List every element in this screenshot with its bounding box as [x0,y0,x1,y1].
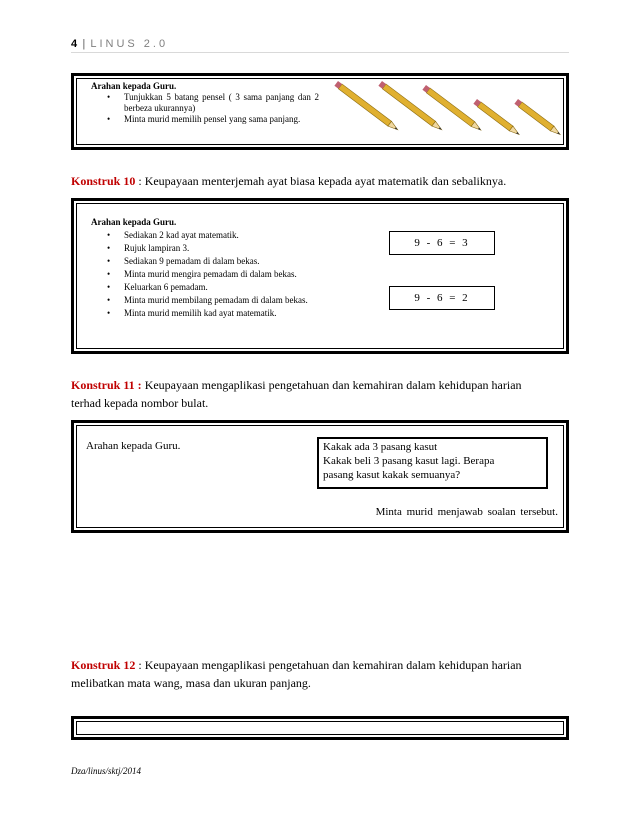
footer-code: Dza/linus/sktj/2014 [71,766,142,776]
header-rule [71,52,569,53]
konstruk-12-heading [71,656,551,692]
pencil-icon [514,99,562,137]
box1-item: • Tunjukkan 5 batang pensel ( 3 sama panjang dan 2 berbeza ukurannya) [91,92,319,114]
box1-item: • Minta murid memilih pensel yang sama panjang. [91,114,319,125]
konstruk-11-heading [71,376,551,412]
box2-item: • Rujuk lampiran 3. [91,243,321,254]
box2-item: • Keluarkan 6 pemadam. [91,282,321,293]
box2-content [91,217,321,319]
box2-item: • Minta murid memilih kad ayat matematik. [91,308,321,319]
box2-item: • Minta murid membilang pemadam di dalam bekas. [91,295,321,306]
header-title: LINUS 2.0 [90,38,169,50]
box3-heading: Arahan kepada Guru. [86,440,181,452]
konstruk-10-text: : Keupayaan menterjemah ayat biasa kepada ayat matematik dan sebaliknya. [138,174,507,188]
konstruk-11-label: Konstruk 11 : [71,378,142,392]
pencils-illustration [334,80,566,146]
equation-card-1: 9 - 6 = 3 [389,231,495,255]
konstruk-10-label: Konstruk 10 [71,174,136,188]
konstruk-11-text: Keupayaan mengaplikasi pengetahuan dan kemahiran dalam kehidupan harian terhad kepada nombor bulat. [71,378,522,410]
box2-heading: Arahan kepada Guru. [91,217,177,227]
konstruk-10-heading [71,172,551,190]
question-line: Kakak ada 3 pasang kasut [323,441,438,453]
header-separator: | [82,38,87,50]
question-line: pasang kasut kakak semuanya? [323,469,461,481]
question-box [317,437,548,489]
teacher-instruction-box-2 [71,198,569,354]
box1-content [91,81,319,125]
pencil-icon [473,99,521,137]
box1-heading: Arahan kepada Guru. [91,81,177,91]
box2-item: • Sediakan 2 kad ayat matematik. [91,230,321,241]
konstruk-12-label: Konstruk 12 [71,658,136,672]
equation-card-2: 9 - 6 = 2 [389,286,495,310]
teacher-instruction-box-3 [71,420,569,533]
konstruk-12-text: : Keupayaan mengaplikasi pengetahuan dan kemahiran dalam kehidupan harian melibatkan mata wang, masa dan ukuran panjang. [71,658,522,690]
box2-item: • Sediakan 9 pemadam di dalam bekas. [91,256,321,267]
page-header [71,38,168,50]
box2-item: • Minta murid mengira pemadam di dalam bekas. [91,269,321,280]
page-number: 4 [71,38,79,50]
teacher-instruction-box-1 [71,73,569,150]
question-line: Kakak beli 3 pasang kasut lagi. Berapa [323,455,495,467]
teacher-instruction-box-4 [71,716,569,740]
box3-instruction: Minta murid menjawab soalan tersebut. [375,506,558,518]
